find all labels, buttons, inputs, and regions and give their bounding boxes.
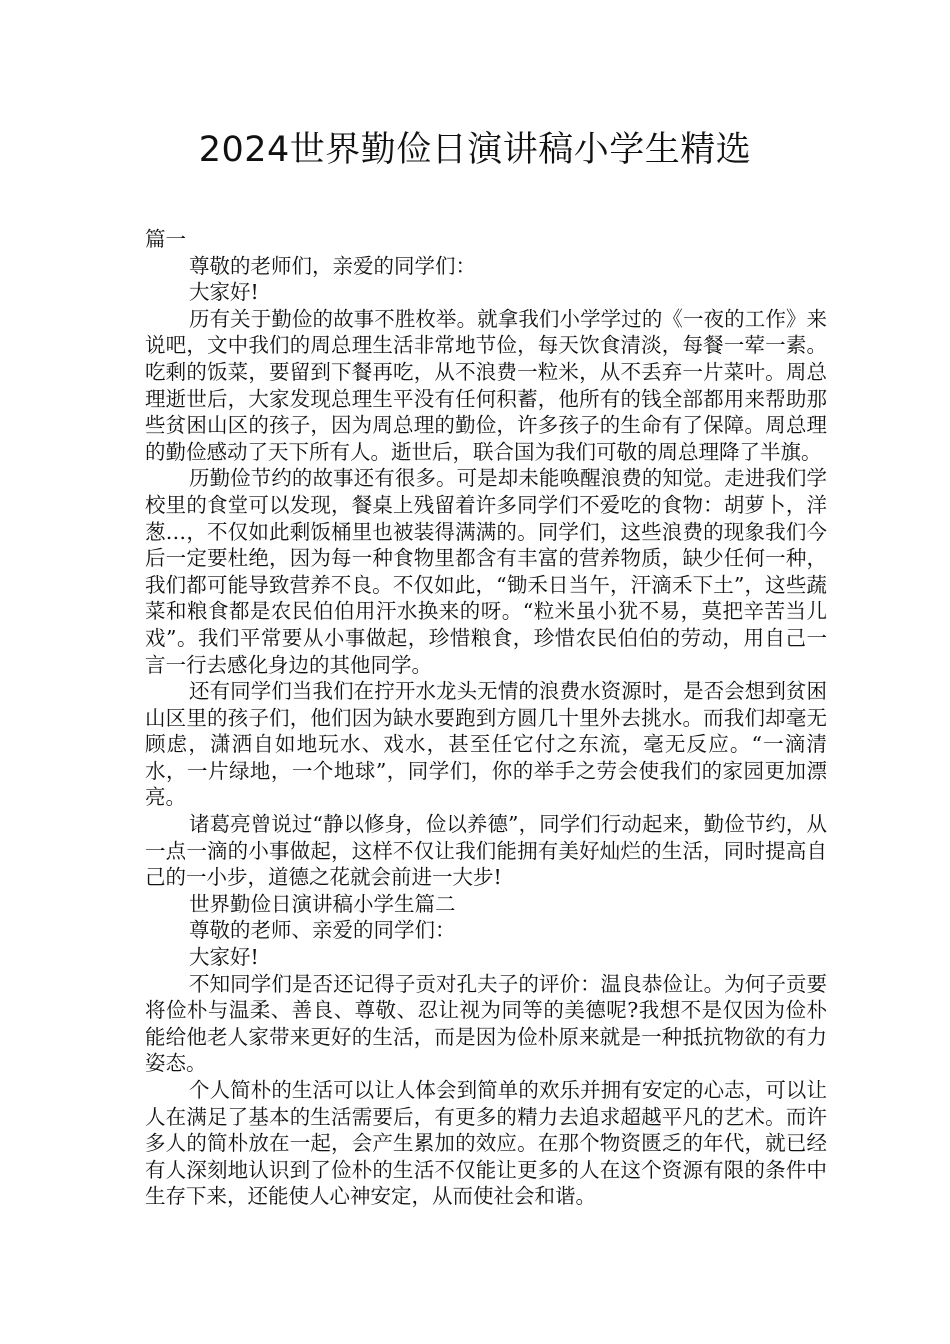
document-title: 2024世界勤俭日演讲稿小学生精选 <box>198 130 752 170</box>
salutation: 尊敬的老师、亲爱的同学们： <box>189 918 456 943</box>
paragraph: 个人简朴的生活可以让人体会到简单的欢乐并拥有安定的心志，可以让人在满足了基本的生活需要后，有更多的精力去追求超越平凡的艺术。而许多人的简朴放在一起，会产生累加的效应。在那个物资匮乏的年代，就已经有人深刻地认识到了俭朴的生活不仅能让更多的人在这个资源有限的条件中生存下来，还能使人心神安定，从而使社会和谐。 <box>145 1078 827 1209</box>
paragraph: 诸葛亮曾说过“静以修身，俭以养德”，同学们行动起来，勤俭节约，从一点一滴的小事做起，这样不仅让我们能拥有美好灿烂的生活，同时提高自己的一小步，道德之花就会前进一大步! <box>145 812 827 890</box>
paragraph: 不知同学们是否还记得子贡对孔夫子的评价：温良恭俭让。为何子贡要将俭朴与温柔、善良、尊敬、忍让视为同等的美德呢?我想不是仅因为俭朴能给他老人家带来更好的生活，而是因为俭朴原来就是一种抵抗物欲的有力姿态。 <box>145 971 827 1076</box>
greeting: 大家好! <box>189 945 259 970</box>
paragraph: 还有同学们当我们在拧开水龙头无情的浪费水资源时，是否会想到贫困山区里的孩子们，他们因为缺水要跑到方圆几十里外去挑水。而我们却毫无顾虑，潇洒自如地玩水、戏水，甚至任它付之东流，毫无反应。“一滴清水，一片绿地，一个地球”，同学们，你的举手之劳会使我们的家园更加漂亮。 <box>145 679 827 810</box>
paragraph: 历有关于勤俭的故事不胜枚举。就拿我们小学学过的《一夜的工作》来说吧，文中我们的周总理生活非常地节俭，每天饮食清淡，每餐一荤一素。吃剩的饭菜，要留到下餐再吃，从不浪费一粒米，从不丢弃一片菜叶。周总理逝世后，大家发现总理生平没有任何积蓄，他所有的钱全部都用来帮助那些贫困山区的孩子，因为周总理的勤俭，许多孩子的生命有了保障。周总理的勤俭感动了天下所有人。逝世后，联合国为我们可敬的周总理降了半旗。 <box>145 306 827 464</box>
document-body <box>145 226 827 1210</box>
salutation: 尊敬的老师们，亲爱的同学们： <box>189 253 476 278</box>
paragraph: 历勤俭节约的故事还有很多。可是却未能唤醒浪费的知觉。走进我们学校里的食堂可以发现，餐桌上残留着许多同学们不爱吃的食物：胡萝卜，洋葱…，不仅如此剩饭桶里也被装得满满的。同学们，这些浪费的现象我们今后一定要杜绝，因为每一种食物里都含有丰富的营养物质，缺少任何一种，我们都可能导致营养不良。不仅如此，“锄禾日当午，汗滴禾下土”，这些蔬菜和粮食都是农民伯伯用汗水换来的呀。“粒米虽小犹不易，莫把辛苦当儿戏”。我们平常要从小事做起，珍惜粮食，珍惜农民伯伯的劳动，用自己一言一行去感化身边的其他同学。 <box>145 466 827 677</box>
greeting: 大家好! <box>189 280 259 305</box>
section-label-part-one: 篇一 <box>145 227 186 251</box>
section-heading-part-two: 世界勤俭日演讲稿小学生篇二 <box>189 891 456 916</box>
